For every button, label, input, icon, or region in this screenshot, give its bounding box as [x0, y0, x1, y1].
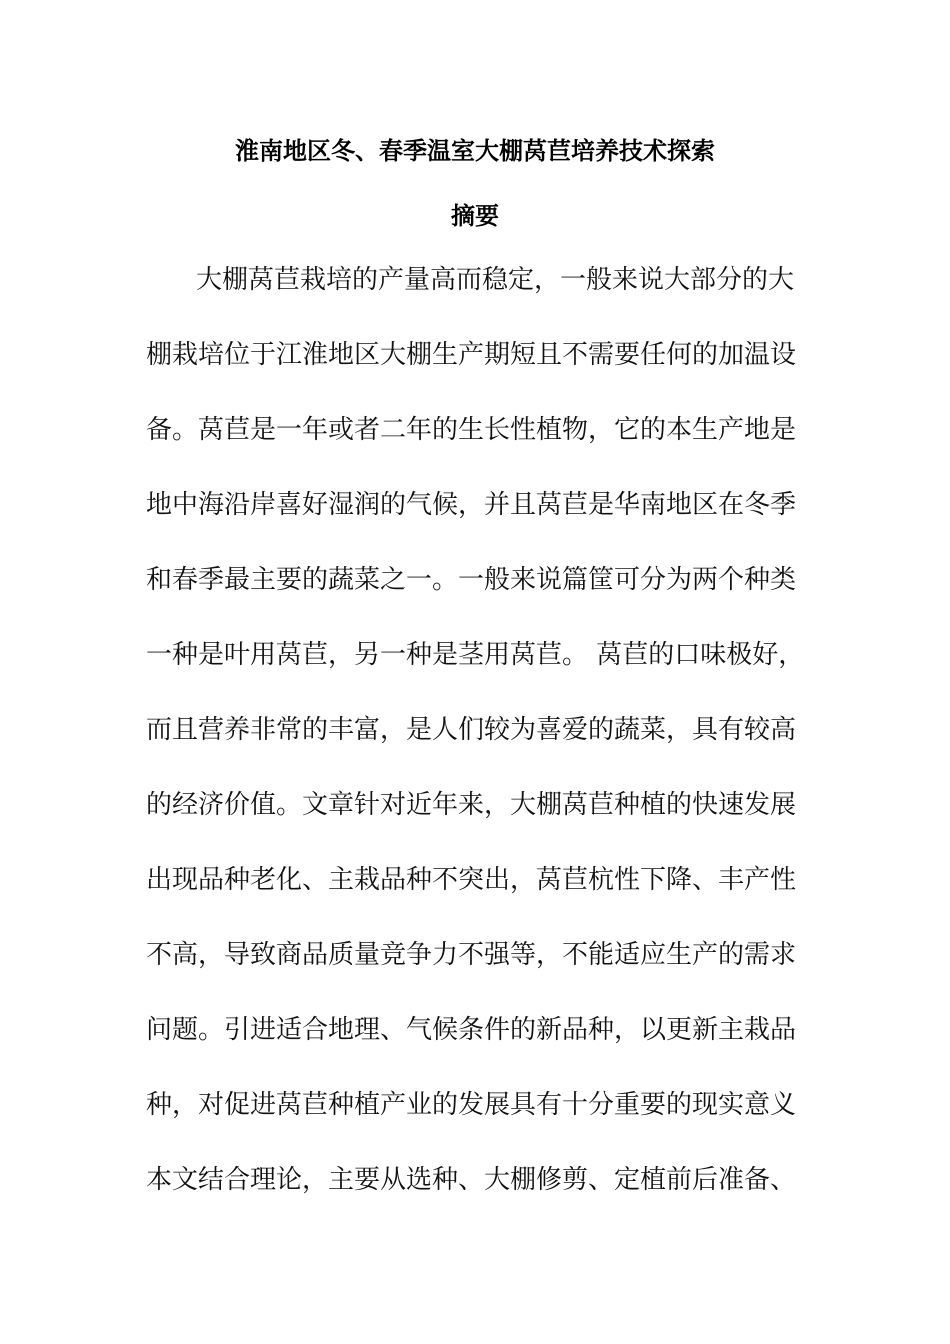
abstract-line: 大棚莴苣栽培的产量高而稳定，一般来说大部分的大: [196, 265, 795, 295]
abstract-line: 本文结合理论，主要从选种、大棚修剪、定植前后准备、: [146, 1165, 797, 1195]
document-title: 淮南地区冬、春季温室大棚莴苣培养技术探索: [235, 137, 715, 165]
abstract-line: 棚栽培位于江淮地区大棚生产期短且不需要任何的加温设: [146, 340, 797, 370]
abstract-heading: 摘要: [451, 202, 499, 230]
abstract-line: 和春季最主要的蔬菜之一。一般来说篇筐可分为两个种类: [146, 565, 797, 595]
abstract-body: [146, 260, 826, 1235]
abstract-line: 一种是叶用莴苣，另一种是茎用莴苣。 莴苣的口味极好，: [146, 640, 805, 670]
abstract-line: 种，对促进莴苣种植产业的发展具有十分重要的现实意义: [146, 1090, 797, 1120]
abstract-line: 不高，导致商品质量竞争力不强等，不能适应生产的需求: [146, 940, 797, 970]
abstract-line: 地中海沿岸喜好湿润的气候，并且莴苣是华南地区在冬季: [146, 490, 797, 520]
abstract-line: 问题。引进适合地理、气候条件的新品种，以更新主栽品: [146, 1015, 797, 1045]
abstract-line: 出现品种老化、主栽品种不突出，莴苣杭性下降、丰产性: [146, 865, 797, 895]
abstract-line: 而且营养非常的丰富，是人们较为喜爱的蔬菜，具有较高: [146, 715, 797, 745]
abstract-line: 的经济价值。文章针对近年来，大棚莴苣种植的快速发展: [146, 790, 797, 820]
abstract-line: 备。莴苣是一年或者二年的生长性植物，它的本生产地是: [146, 415, 797, 445]
